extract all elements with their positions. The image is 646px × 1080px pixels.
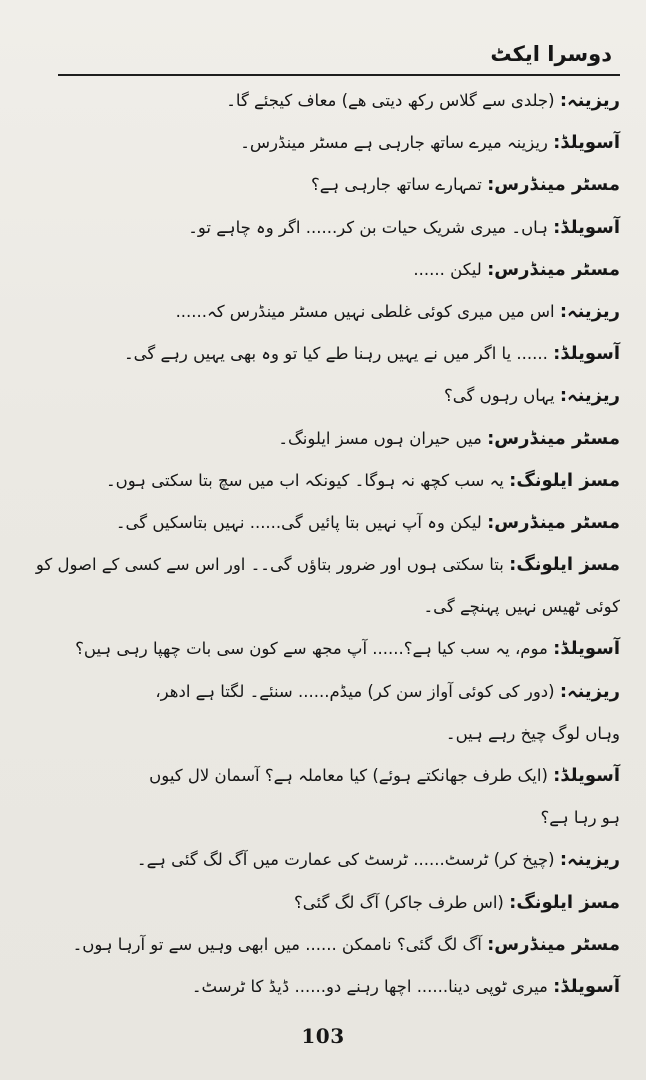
speaker-name: مسز ایلونگ: [509, 891, 620, 913]
speaker-name: ریزینہ: [559, 680, 620, 702]
dialogue-text: لیکن وہ آپ نہیں بتا پائیں گی...... نہیں بتاسکیں گی۔ [115, 512, 482, 532]
dialogue-line [90, 966, 620, 1008]
dialogue-text: یہاں رہوں گی؟ [444, 386, 555, 406]
dialogue-body [35, 80, 620, 1008]
dialogue-text: (چیخ کر) ٹرسٹ...... ٹرسٹ کی عمارت میں آگ لگ گئی ہے۔ [136, 850, 555, 870]
dialogue-line [90, 80, 620, 122]
dialogue-text: بتا سکتی ہوں اور ضرور بتاؤں گی۔۔ اور اس سے کسی کے اصول کو [35, 555, 504, 575]
dialogue-text: ریزینہ میرے ساتھ جارہی ہے مسٹر مینڈرس۔ [240, 133, 548, 153]
speaker-name: مسز ایلونگ: [509, 469, 620, 491]
speaker-name: مسٹر مینڈرس: [487, 174, 620, 196]
dialogue-text: ...... یا اگر میں نے یہیں رہنا طے کیا تو وہ بھی یہیں رہے گی۔ [124, 344, 548, 364]
speaker-name: ریزینہ: [559, 300, 620, 322]
speaker-name: ریزینہ: [559, 849, 620, 871]
dialogue-line [72, 924, 620, 966]
dialogue-text: (اس طرف جاکر) آگ لگ گئی؟ [294, 892, 504, 912]
page-header [58, 40, 620, 76]
dialogue-text: میں حیران ہوں مسز ایلونگ۔ [278, 428, 482, 448]
dialogue-line [90, 755, 620, 797]
dialogue-continuation [90, 586, 620, 628]
dialogue-text: وہاں لوگ چیخ رہے ہیں۔ [445, 723, 620, 743]
dialogue-text: لیکن ...... [413, 259, 482, 279]
dialogue-line [90, 882, 620, 924]
dialogue-text: موم، یہ سب کیا ہے؟...... آپ مجھ سے کون سی بات چھپا رہی ہیں؟ [75, 639, 548, 659]
act-title: دوسرا ایکٹ [490, 42, 612, 66]
speaker-name: مسٹر مینڈرس: [487, 933, 620, 955]
page-number: 103 [301, 1024, 345, 1048]
speaker-name: مسٹر مینڈرس: [487, 258, 620, 280]
dialogue-text: (دور کی کوئی آواز سن کر) میڈم...... سنئے۔ لگتا ہے ادھر، [155, 681, 555, 701]
speaker-name: آسویلڈ: [553, 765, 620, 786]
dialogue-line [90, 333, 620, 375]
dialogue-text: آگ لگ گئی؟ ناممکن ...... میں ابھی وہیں سے تو آرہا ہوں۔ [72, 934, 482, 954]
dialogue-line [90, 291, 620, 333]
dialogue-line [90, 122, 620, 164]
dialogue-text: ہاں۔ میری شریک حیات بن کر...... اگر وہ چاہے تو۔ [188, 217, 548, 237]
dialogue-line [90, 671, 620, 713]
dialogue-line [90, 839, 620, 881]
speaker-name: آسویلڈ: [553, 216, 620, 238]
dialogue-text: یہ سب کچھ نہ ہوگا۔ کیونکہ اب میں سچ بتا سکتی ہوں۔ [106, 470, 504, 490]
dialogue-continuation [90, 713, 620, 755]
speaker-name: مسٹر مینڈرس: [487, 427, 620, 449]
speaker-name: آسویلڈ: [553, 132, 620, 154]
dialogue-line [90, 375, 620, 417]
speaker-name: آسویلڈ: [553, 638, 620, 660]
dialogue-text: میری ٹوپی دینا...... اچھا رہنے دو...... ڈیڈ کا ٹرسٹ۔ [191, 976, 548, 996]
dialogue-text: (جلدی سے گلاس رکھ دیتی ھے) معاف کیجئے گا۔ [226, 91, 555, 110]
dialogue-text: اس میں میری کوئی غلطی نہیں مسٹر مینڈرس کہ...... [175, 301, 555, 321]
dialogue-text: ہو رہا ہے؟ [540, 808, 620, 828]
dialogue-line [90, 418, 620, 460]
speaker-name: ریزینہ: [559, 385, 620, 407]
dialogue-text: (ایک طرف جھانکتے ہوئے) کیا معاملہ ہے؟ آسمان لال کیوں [149, 766, 548, 785]
dialogue-line [90, 502, 620, 544]
dialogue-text: تمہارے ساتھ جارہی ہے؟ [311, 175, 482, 195]
speaker-name: مسٹر مینڈرس: [487, 511, 620, 533]
dialogue-line [90, 460, 620, 502]
dialogue-line [90, 249, 620, 291]
dialogue-line [90, 207, 620, 249]
dialogue-line [35, 544, 620, 586]
dialogue-text: کوئی ٹھیس نہیں پہنچے گی۔ [423, 597, 620, 617]
dialogue-line [75, 628, 620, 670]
speaker-name: مسز ایلونگ: [509, 554, 620, 576]
dialogue-continuation [90, 797, 620, 839]
speaker-name: آسویلڈ: [553, 975, 620, 997]
dialogue-line [90, 164, 620, 206]
speaker-name: ریزینہ: [559, 90, 620, 111]
speaker-name: آسویلڈ: [553, 343, 620, 365]
